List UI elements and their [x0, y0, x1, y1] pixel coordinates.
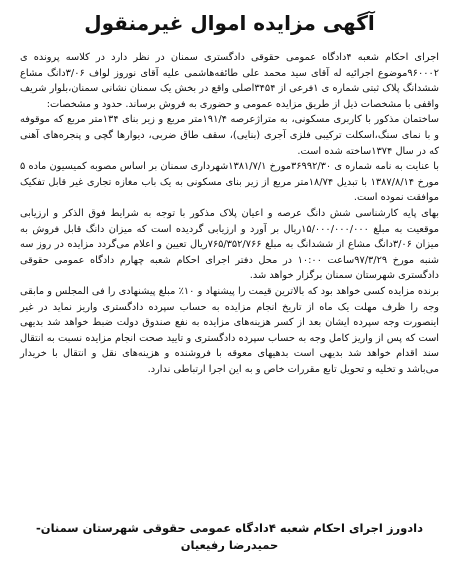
- notice-title: آگهی مزایده اموال غیرمنقول: [84, 11, 375, 35]
- notice-body: [20, 50, 439, 377]
- signature-block: [20, 520, 439, 554]
- building-description-paragraph: ساختمان مذکور با کاربری مسکونی، به متراژعرصه ۱۹۱/۴متر مربع و زیر بنای ۱۳۴متر مربع که موقوفه و با نمای سنگ،اسکلت ترکیبی فلزی آجری (بنایی)، سقف طاق ضربی، دیوارها گچی و پنجره‌های آهنی که در سال ۱۳۷۴ساخته شده است.: [20, 114, 439, 157]
- signature-name: حمیدرضا رفیعیان: [180, 538, 279, 552]
- appraisal-paragraph: بهای پایه کارشناسی شش دانگ عرصه و اعیان پلاک مذکور با توجه به شرایط فوق الذکر و ارزیابی موقعیت به مبلغ ۱۵/۰۰۰/۰۰۰/۰۰۰ریال بر آورد و ارزیابی گردیده است که میزان دانگ قابل فروش به میزان ۳/۰۶دانگ مشاع از ششدانگ به مبلغ ۷۶۵/۳۵۲/۷۶۶ریال تعیین و اعلام می‌گردد مزایده در روز سه شنبه مورخ ۹۷/۳/۲۹ساعت ۱۰:۰۰ در محل دفتر اجرای احکام شعبه چهارم دادگاه عمومی حقوقی دادگستری شهرستان سمنان برگزار خواهد شد.: [20, 207, 440, 282]
- municipality-approval-paragraph: با عنایت به نامه شماره ی ۳۶۹۹۲/۳۰مورخ ۱۳۸۱/۷/۱شهرداری سمنان بر اساس مصوبه کمیسیون ماده ۵ مورخ ۱۳۸۷/۸/۱۴ با تبدیل ۱۸/۷۴متر مربع از زیر بنای مسکونی به یک باب مغازه تجاری غیر قابل تفکیک موافقت نموده است.: [20, 161, 439, 204]
- winner-conditions-paragraph: برنده مزایده کسی خواهد بود که بالاترین قیمت را پیشنهاد و ۱۰٪ مبلغ پیشنهادی را فی المجلس و مابقی وجه را ظرف مهلت یک ماه از تاریخ انجام مزایده به حساب سپرده دادگستری واریز نماید در غیر اینصورت وجه سپرده ایشان بعد از کسر هزینه‌های مزایده به نفع صندوق دولت ضبط خواهد شد بدیهی است که پس از واریز کامل وجه به حساب سپرده دادگستری و تایید صحت انجام مزایده نسبت به انتقال سند اقدام خواهد شد بدیهی است بدهیهای معوقه با فروشنده و هزینه‌های نقل و انتقال با خریدار می‌باشد و تخلیه و تحویل تابع مقررات خاص و به این اجرا ارتباطی ندارد.: [20, 285, 439, 375]
- signature-title: دادورز اجرای احکام شعبه ۴دادگاه عمومی حقوقی شهرستان سمنان-: [35, 521, 424, 535]
- intro-paragraph: اجرای احکام شعبه ۴دادگاه عمومی حقوقی دادگستری سمنان در نظر دارد در کلاسه پرونده ی ۹۶۰۰۰۲موضوع اجرائیه له آقای سید محمد علی طائفه‌هاشمی علیه آقای نوروز لواف ۳/۰۶دانگ مشاع ششدانگ پلاک ثبتی شماره ی ۱فرعی از ۳۴۵۴اصلی واقع در بخش یک سمنان نشانی سمنان،بلوار شریف واقفی با مشخصات ذیل از طریق مزایده عمومی و حضوری به فروش برساند. حدود و مشخصات:: [20, 52, 440, 110]
